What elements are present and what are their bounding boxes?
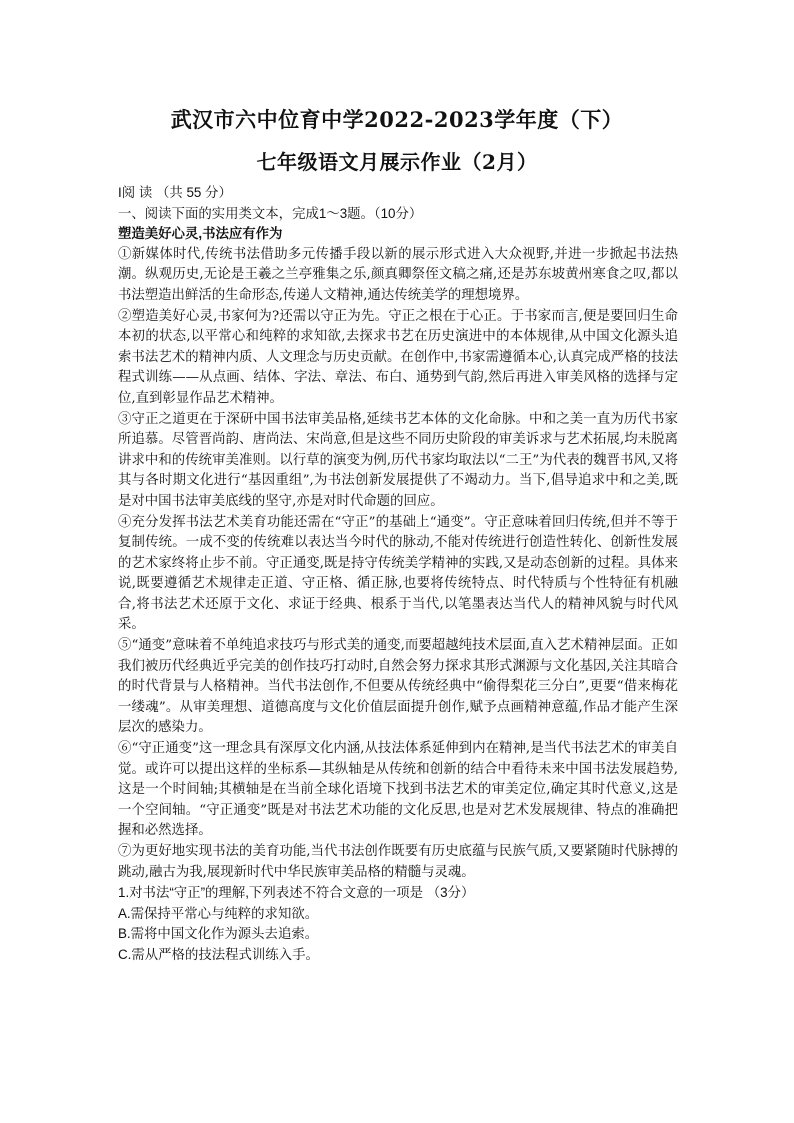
- article-paragraph-4: ④充分发挥书法艺术美育功能还需在“守正”的基础上“通变”。守正意味着回归传统,但并不等于复制传统。一成不变的传统难以表达当今时代的脉动,不能对传统进行创造性转化、创新性发展的艺术家终将止步不前。守正通变,既是持守传统美学精神的实践,又是动态创新的过程。具体来说,既要遵循艺术规律走正道、守正格、循正脉,也要将传统特点、时代特质与个性特征有机融合,将书法艺术还原于文化、求证于经典、根系于当代,以笔墨表达当代人的精神风貌与时代风采。: [118, 514, 678, 633]
- article-title: 塑造美好心灵,书法应有作为: [118, 226, 283, 242]
- question-option-a: A.需保持平常心与纯粹的求知欲。: [118, 905, 319, 921]
- article-paragraph-1: ①新媒体时代,传统书法借助多元传播手段以新的展示形式进入大众视野,并进一步掀起书法热潮。纵观历史,无论是王羲之兰亭雅集之乐,颜真卿祭侄文稿之痛,还是苏东坡黄州寒食之叹,都以书法塑造出鲜活的生命形态,传递人文精神,通达传统美学的理想境界。: [118, 246, 678, 303]
- document-title: 武汉市六中位育中学2022-2023学年度（下）: [170, 107, 624, 132]
- article-paragraph-7: ⑦为更好地实现书法的美育功能,当代书法创作既要有历史底蕴与民族气质,又要紧随时代脉搏的跳动,融古为我,展现新时代中华民族审美品格的精髓与灵魂。: [118, 844, 678, 880]
- section-instruction: 一、阅读下面的实用类文本，完成1～3题。（10分）: [118, 205, 423, 221]
- article-paragraph-6: ⑥“守正通变”这一理念具有深厚文化内涵,从技法体系延伸到内在精神,是当代书法艺术的审美自觉。或许可以提出这样的坐标系—其纵轴是从传统和创新的结合中看待未来中国书法发展趋势,这是一个时间轴;其横轴是在当前全球化语境下找到书法艺术的审美定位,确定其时代意义,这是一个空间轴。“守正通变”既是对书法艺术功能的文化反思,也是对艺术发展规律、特点的准确把握和必然选择。: [118, 741, 678, 839]
- article-paragraph-5: ⑤“通变”意味着不单纯追求技巧与形式美的通变,而要超越纯技术层面,直入艺术精神层面。正如我们被历代经典近乎完美的创作技巧打动时,自然会努力探求其形式渊源与文化基因,关注其暗合的时代背景与人格精神。当代书法创作,不但要从传统经典中“偷得梨花三分白”,更要“借来梅花一缕魂”。从审美理想、道德高度与文化价值层面提升创作,赋予点画精神意蕴,作品才能产生深层次的感染力。: [118, 638, 678, 736]
- question-option-c: C.需从严格的技法程式训练入手。: [118, 946, 319, 962]
- article-paragraph-3: ③守正之道更在于深研中国书法审美品格,延续书艺本体的文化命脉。中和之美一直为历代书家所追慕。尽管晋尚韵、唐尚法、宋尚意,但是这些不同历史阶段的审美诉求与艺术拓展,均未脱离讲求中和的传统审美准则。以行草的演变为例,历代书家均取法以“二王”为代表的魏晋书风,又将其与各时期文化进行“基因重组”,为书法创新发展提供了不竭动力。当下,倡导追求中和之美,既是对中国书法审美底线的坚守,亦是对时代命题的回应。: [118, 411, 678, 509]
- article-paragraph-2: ②塑造美好心灵,书家何为?还需以守正为先。守正之根在于心正。于书家而言,便是要回归生命本初的状态,以平常心和纯粹的求知欲,去探求书艺在历史演进中的本体规律,从中国文化源头追索书法艺术的精神内质、人文理念与历史贡献。在创作中,书家需遵循本心,认真完成严格的技法程式训练——从点画、结体、字法、章法、布白、通势到气韵,然后再进入审美风格的选择与定位,直到彰显作品艺术精神。: [118, 308, 678, 406]
- document-body: [118, 183, 678, 966]
- document-subtitle: 七年级语文月展示作业（2月）: [256, 150, 538, 174]
- question-option-b: B.需将中国文化作为源头去追索。: [118, 926, 319, 942]
- section-label: I阅 读 （共 55 分）: [118, 185, 232, 200]
- question-stem: 1.对书法“守正”的理解,下列表述不符合文意的一项是 （3分）: [118, 885, 475, 901]
